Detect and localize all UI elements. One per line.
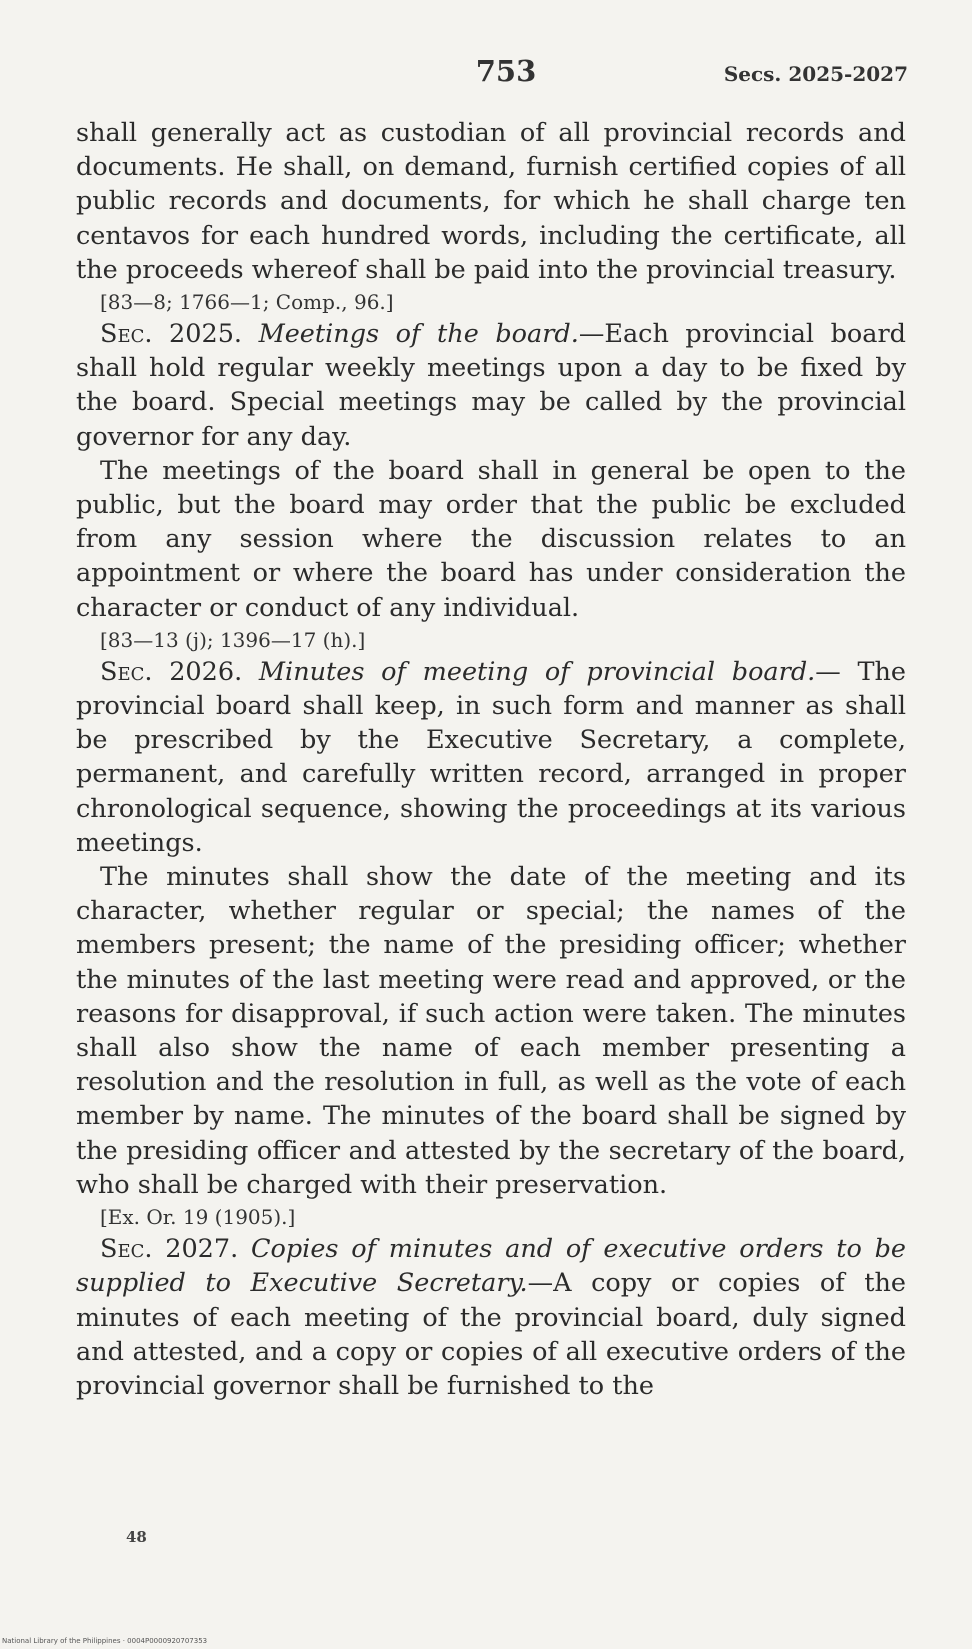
section-body: — The provincial board shall keep, in such form and manner as shall be prescribed by the Executive Secretary, a complete, permanent, and carefully written record, arranged in proper chronological sequence, showing the proceedings at its various meetings.: [76, 656, 906, 858]
paragraph: The minutes shall show the date of the meeting and its character, whether regular or special; the names of the members present; the name of the presiding officer; whether the minutes of the last meeting were read and approved, or the reasons for disapproval, if such action were taken. The minutes shall also show the name of each member presenting a resolution and the resolution in full, as well as the vote of each member by name. The minutes of the board shall be signed by the presiding officer and attested by the secretary of the board, who shall be charged with their preservation.: [76, 862, 906, 1200]
library-stamp: National Library of the Philippines · 0004P0000920707353: [2, 1637, 208, 1645]
section-label: Sec. 2025.: [100, 319, 243, 350]
page-number: 753: [475, 54, 537, 88]
section-label: Sec. 2027.: [100, 1234, 239, 1265]
section-label: Sec. 2026.: [100, 656, 243, 687]
body-text: [76, 116, 906, 1403]
page-header: [76, 54, 908, 94]
paragraph-continued: shall generally act as custodian of all provincial records and documents. He shall, on demand, furnish certified copies of all public records and documents, for which he shall charge ten centavos for each hundred words, including the certificate, all the proceeds whereof shall be paid into the provincial treasury.: [76, 118, 906, 285]
section-title: Minutes of meeting of provincial board.: [258, 656, 816, 687]
section-2025: [76, 317, 906, 454]
section-2027: [76, 1232, 906, 1403]
paragraph: The meetings of the board shall in general be open to the public, but the board may order that the public be excluded from any session where the discussion relates to an appointment or where the board has under consideration the character or conduct of any individual.: [76, 455, 906, 623]
citation: [83—13 (j); 1396—17 (h).]: [100, 627, 366, 652]
citation: [Ex. Or. 19 (1905).]: [100, 1205, 296, 1230]
section-body: —A copy or copies of the minutes of each meeting of the provincial board, duly signed and attested, and a copy or copies of all executive orders of the provincial governor shall be furnished to the: [76, 1268, 906, 1401]
section-range-heading: Secs. 2025-2027: [723, 62, 908, 86]
citation: [83—8; 1766—1; Comp., 96.]: [100, 290, 394, 315]
section-body: —Each provincial board shall hold regular weekly meetings upon a day to be fixed by the board. Special meetings may be called by the provincial governor for any day.: [76, 319, 907, 452]
signature-mark: 48: [126, 1528, 147, 1546]
section-title: Copies of minutes and of executive orders to be supplied to Executive Secretary.: [76, 1234, 906, 1299]
section-title: Meetings of the board.: [258, 319, 579, 350]
section-2026: [76, 655, 906, 860]
